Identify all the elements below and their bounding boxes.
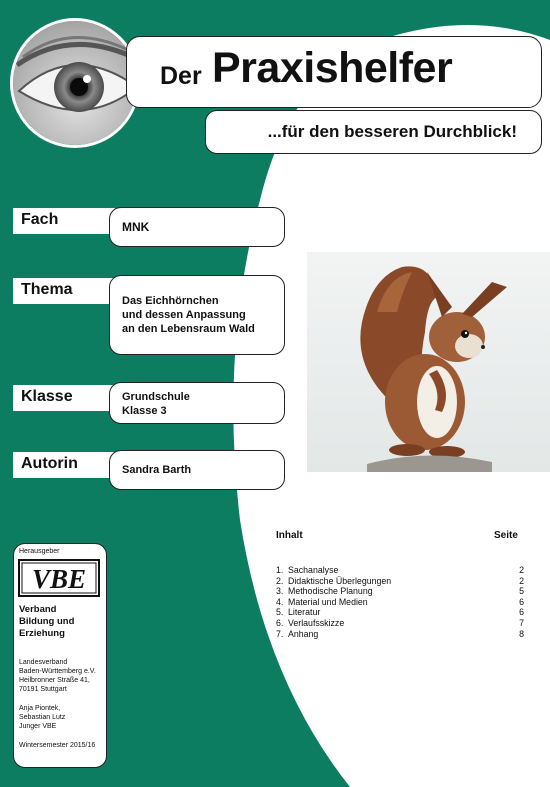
- toc-label: Sachanalyse: [288, 565, 339, 575]
- value-thema: [109, 275, 285, 355]
- toc-num: 7.: [276, 628, 284, 639]
- toc-num: 4.: [276, 596, 284, 607]
- publisher-address-line: Heilbronner Straße 41,: [19, 677, 90, 684]
- toc-item: [276, 576, 524, 587]
- value-thema-line: und dessen Anpassung: [122, 309, 246, 321]
- title-prefix: Der: [160, 62, 202, 90]
- toc-label: Verlaufsskizze: [288, 617, 345, 628]
- label-thema: Thema: [13, 278, 123, 304]
- toc-page: 6: [519, 596, 524, 607]
- label-autorin: Autorin: [13, 452, 123, 478]
- value-thema-line: Das Eichhörnchen: [122, 295, 219, 307]
- toc-num: 3.: [276, 586, 284, 597]
- title-main: Praxishelfer: [212, 44, 453, 92]
- value-autorin-text: Sandra Barth: [122, 464, 192, 476]
- publisher-address: [19, 658, 96, 694]
- publisher-address-line: Landesverband: [19, 659, 68, 666]
- toc-title: Inhalt: [276, 530, 303, 541]
- toc-num: 1.: [276, 565, 284, 575]
- value-thema-line: an den Lebensraum Wald: [122, 323, 255, 335]
- publisher-address-line: Baden-Württemberg e.V.: [19, 668, 96, 675]
- publisher-author-line: Sebastian Lutz: [19, 714, 66, 721]
- toc-item: [276, 618, 524, 629]
- value-fach: [109, 207, 285, 247]
- toc-num: 5.: [276, 607, 284, 618]
- toc-num: 2.: [276, 575, 284, 586]
- publisher-authors: [19, 704, 65, 731]
- value-autorin: [109, 450, 285, 490]
- toc-item: [276, 586, 524, 597]
- publisher-org-line: Verband: [19, 604, 57, 615]
- squirrel-photo: [307, 252, 550, 472]
- toc-list: [276, 565, 524, 639]
- publisher-address-line: 70191 Stuttgart: [19, 686, 67, 693]
- toc-item: [276, 597, 524, 608]
- toc-label: Anhang: [288, 628, 319, 639]
- toc-page: 2: [519, 575, 524, 586]
- publisher-semester: Wintersemester 2015/16: [19, 742, 96, 749]
- toc-item: [276, 607, 524, 618]
- vbe-logo: [18, 559, 100, 597]
- toc-page: 2: [519, 565, 524, 575]
- subtitle-box: [205, 110, 542, 154]
- publisher-author-line: Anja Piontek,: [19, 705, 61, 712]
- value-klasse-line: Klasse 3: [122, 405, 167, 417]
- value-klasse-line: Grundschule: [122, 391, 190, 403]
- publisher-box: [13, 543, 107, 768]
- value-klasse: [109, 382, 285, 424]
- publisher-label: Herausgeber: [19, 548, 60, 555]
- vbe-logo-text: VBE: [31, 564, 87, 594]
- toc-label: Literatur: [288, 607, 321, 618]
- toc-label: Didaktische Überlegungen: [288, 575, 392, 586]
- toc-label: Methodische Planung: [288, 586, 373, 597]
- publisher-org-line: Bildung und: [19, 616, 75, 627]
- publisher-org: [19, 604, 74, 640]
- subtitle: ...für den besseren Durchblick!: [267, 122, 517, 141]
- eye-photo: [10, 18, 140, 148]
- toc-page: 6: [519, 607, 524, 618]
- toc-item: [276, 565, 524, 576]
- publisher-author-line: Junger VBE: [19, 723, 57, 730]
- toc-num: 6.: [276, 617, 284, 628]
- label-fach: Fach: [13, 208, 123, 234]
- toc-page: 8: [519, 628, 524, 639]
- label-klasse: Klasse: [13, 385, 123, 411]
- value-fach-text: MNK: [122, 220, 150, 234]
- toc-label: Material und Medien: [288, 596, 368, 607]
- toc-item: [276, 629, 524, 640]
- publisher-org-line: Erziehung: [19, 628, 65, 639]
- toc-page: 7: [519, 617, 524, 628]
- toc-page: 5: [519, 586, 524, 597]
- toc-page-header: Seite: [494, 530, 518, 541]
